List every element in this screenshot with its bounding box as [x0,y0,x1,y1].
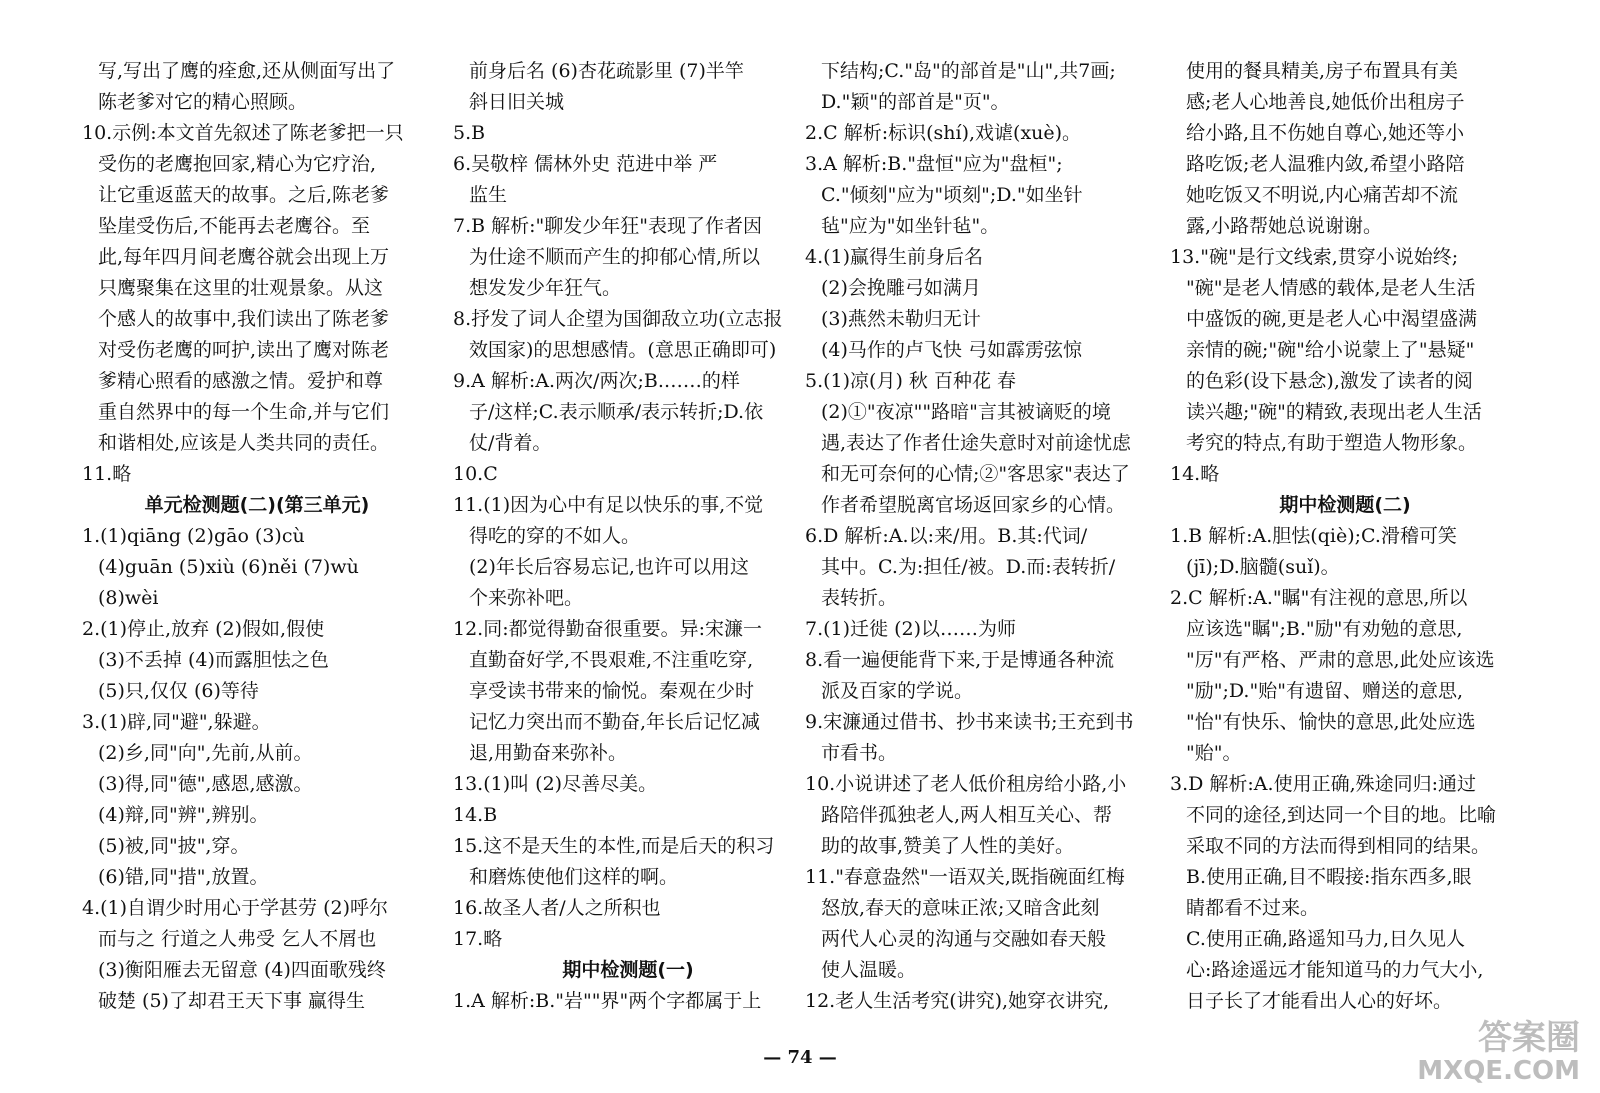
answer-line: 13."碗"是行文线索,贯穿小说始终; [1170,246,1459,268]
answer-line: 爹精心照看的感激之情。爱护和尊 [98,370,384,392]
answer-column-4 [1170,56,1520,1017]
answer-line: 中盛饭的碗,更是老人心中渴望盛满 [1186,308,1478,330]
answer-line: 7.(1)迁徙 (2)以……为师 [805,618,1016,640]
answer-line: 坠崖受伤后,不能再去老鹰谷。至 [98,215,371,237]
answer-line: 毡"应为"如坐针毡"。 [821,215,1000,237]
answer-line: 3.(1)辟,同"避",躲避。 [82,711,271,733]
answer-line: 11.略 [82,463,132,485]
answer-line: 12.老人生活考究(讲究),她穿衣讲究, [805,990,1110,1012]
answer-line: 13.(1)叫 (2)尽善尽美。 [453,773,658,795]
answer-line: 采取不同的方法而得到相同的结果。 [1186,835,1491,857]
answer-column-3 [805,56,1155,1017]
answer-line: 3.A 解析:B."盘恒"应为"盘桓"; [805,153,1063,175]
section-heading: 期中检测题(一) [562,959,694,981]
answer-line: 露,小路帮她总说谢谢。 [1186,215,1383,237]
answer-line: 11."春意盎然"一语双关,既指碗面红梅 [805,866,1125,888]
answer-line: 破楚 (5)了却君王天下事 赢得生 [98,990,365,1012]
answer-line: 遇,表达了作者仕途失意时对前途忧虑 [821,432,1132,454]
answer-line: 记忆力突出而不勤奋,年长后记忆减 [469,711,761,733]
answer-line: 11.(1)因为心中有足以快乐的事,不觉 [453,494,764,516]
answer-line: 怒放,春天的意味正浓;又暗含此刻 [821,897,1100,919]
answer-line: (2)①"夜凉""路暗"言其被谪贬的境 [821,401,1111,423]
answer-line: 2.(1)停止,放弃 (2)假如,假使 [82,618,325,640]
answer-column-1 [82,56,432,1017]
answer-line: 受伤的老鹰抱回家,精心为它疗治, [98,153,377,175]
answer-line: 和无可奈何的心情;②"客思家"表达了 [821,463,1130,485]
answer-line: 14.B [453,804,498,826]
answer-line: 助的故事,赞美了人性的美好。 [821,835,1075,857]
answer-line: 个感人的故事中,我们读出了陈老爹 [98,308,390,330]
answer-line: 2.C 解析:标识(shí),戏谑(xuè)。 [805,122,1082,144]
answer-line: 17.略 [453,928,503,950]
answer-line: 15.这不是天生的本性,而是后天的积习 [453,835,775,857]
answer-line: 使人温暖。 [821,959,917,981]
answer-line: 8.看一遍便能背下来,于是博通各种流 [805,649,1115,671]
answer-line: 亲情的碗;"碗"给小说蒙上了"悬疑" [1186,339,1475,361]
answer-line: B.使用正确,目不暇接:指东西多,眼 [1186,866,1472,888]
answer-line: 10.C [453,463,498,485]
answer-line: 得吃的穿的不如人。 [469,525,641,547]
answer-line: "励";D."贻"有遗留、赠送的意思, [1186,680,1463,702]
answer-line: (4)辩,同"辨",辨别。 [98,804,269,826]
answer-line: 对受伤老鹰的呵护,读出了鹰对陈老 [98,339,390,361]
answer-line: (3)得,同"德",感恩,感激。 [98,773,313,795]
answer-line: (3)燕然未勒归无计 [821,308,981,330]
answer-line: 和谐相处,应该是人类共同的责任。 [98,432,390,454]
answer-line: 享受读书带来的愉悦。秦观在少时 [469,680,755,702]
answer-line: D."颖"的部首是"页"。 [821,91,1010,113]
answer-line: (5)被,同"披",穿。 [98,835,250,857]
answer-line: 退,用勤奋来弥补。 [469,742,628,764]
watermark-url: MXQE.COM [1417,1056,1580,1086]
answer-line: 其中。C.为:担任/被。D.而:表转折/ [821,556,1116,578]
answer-line: 9.宋濂通过借书、抄书来读书;王充到书 [805,711,1134,733]
answer-line: 5.B [453,122,486,144]
answer-line: 16.故圣人者/人之所积也 [453,897,661,919]
answer-line: (3)不丢掉 (4)而露胆怯之色 [98,649,329,671]
answer-line: 1.A 解析:B."岩""界"两个字都属于上 [453,990,762,1012]
answer-line: 两代人心灵的沟通与交融如春天般 [821,928,1107,950]
answer-line: 7.B 解析:"聊发少年狂"表现了作者因 [453,215,763,237]
answer-line: 路吃饭;老人温雅内敛,希望小路陪 [1186,153,1465,175]
answer-line: 让它重返蓝天的故事。之后,陈老爹 [98,184,390,206]
answer-line: 6.D 解析:A.以:来/用。B.其:代词/ [805,525,1088,547]
answer-line: C."倾刻"应为"顷刻";D."如坐针 [821,184,1083,206]
answer-line: 和磨炼使他们这样的啊。 [469,866,679,888]
answer-line: "碗"是老人情感的载体,是老人生活 [1186,277,1476,299]
answer-line: 子/这样;C.表示顺承/表示转折;D.依 [469,401,764,423]
answer-line: 5.(1)凉(月) 秋 百种花 春 [805,370,1016,392]
answer-line: 个来弥补吧。 [469,587,584,609]
answer-line: (8)wèi [98,587,159,609]
answer-line: 陈老爹对它的精心照顾。 [98,91,308,113]
answer-line: 9.A 解析:A.两次/两次;B.……的样 [453,370,740,392]
answer-line: "厉"有严格、严肃的意思,此处应该选 [1186,649,1495,671]
answer-line: 下结构;C."岛"的部首是"山",共7画; [821,60,1116,82]
answer-line: 应该选"瞩";B."励"有劝勉的意思, [1186,618,1463,640]
answer-line: (6)错,同"措",放置。 [98,866,269,888]
answer-column-2 [453,56,803,1017]
answer-line: (2)会挽雕弓如满月 [821,277,981,299]
answer-line: 1.(1)qiāng (2)gāo (3)cù [82,525,305,547]
answer-line: 此,每年四月间老鹰谷就会出现上万 [98,246,390,268]
answer-line: 仗/背着。 [469,432,552,454]
section-heading: 期中检测题(二) [1279,494,1411,516]
answer-line: 读兴趣;"碗"的精致,表现出老人生活 [1186,401,1482,423]
answer-line: 4.(1)自谓少时用心于学甚劳 (2)呼尔 [82,897,388,919]
answer-line: 表转折。 [821,587,898,609]
answer-line: 她吃饭又不明说,内心痛苦却不流 [1186,184,1459,206]
answer-line: (5)只,仅仅 (6)等待 [98,680,259,702]
answer-line: 1.B 解析:A.胆怯(qiè);C.滑稽可笑 [1170,525,1457,547]
answer-line: (2)年长后容易忘记,也许可以用这 [469,556,749,578]
answer-line: (4)guān (5)xiù (6)něi (7)wù [98,556,359,578]
answer-line: (2)乡,同"向",先前,从前。 [98,742,313,764]
answer-line: "贻"。 [1186,742,1242,764]
answer-line: 14.略 [1170,463,1220,485]
answer-line: 重自然界中的每一个生命,并与它们 [98,401,390,423]
answer-line: 10.示例:本文首先叙述了陈老爹把一只 [82,122,404,144]
answer-line: 给小路,且不伤她自尊心,她还等小 [1186,122,1465,144]
answer-line: 市看书。 [821,742,898,764]
answer-line: (3)衡阳雁去无留意 (4)四面歌残终 [98,959,386,981]
section-heading: 单元检测题(二)(第三单元) [144,494,370,516]
answer-line: 监生 [469,184,508,206]
answer-line: 直勤奋好学,不畏艰难,不注重吃穿, [469,649,754,671]
answer-line: 为仕途不顺而产生的抑郁心情,所以 [469,246,761,268]
answer-line: C.使用正确,路遥知马力,日久见人 [1186,928,1465,950]
answer-line: "怡"有快乐、愉快的意思,此处应选 [1186,711,1476,733]
answer-line: 考究的特点,有助于塑造人物形象。 [1186,432,1478,454]
answer-line: 的色彩(设下悬念),激发了读者的阅 [1186,370,1473,392]
answer-line: 3.D 解析:A.使用正确,殊途同归:通过 [1170,773,1477,795]
answer-line: 想发发少年狂气。 [469,277,622,299]
answer-line: 12.同:都觉得勤奋很重要。异:宋濂一 [453,618,763,640]
watermark [1417,1019,1580,1085]
answer-line: 6.吴敬梓 儒林外史 范进中举 严 [453,153,718,175]
answer-line: 日子长了才能看出人心的好坏。 [1186,990,1453,1012]
answer-line: 只鹰聚集在这里的壮观景象。从这 [98,277,384,299]
answer-line: 派及百家的学说。 [821,680,974,702]
answer-line: 效国家)的思想感情。(意思正确即可) [469,339,777,361]
answer-line: 路陪伴孤独老人,两人相互关心、帮 [821,804,1113,826]
answer-line: 斜日旧关城 [469,91,565,113]
answer-line: 使用的餐具精美,房子布置具有美 [1186,60,1459,82]
answer-line: 10.小说讲述了老人低价租房给小路,小 [805,773,1127,795]
answer-line: 心:路途遥远才能知道马的力气大小, [1186,959,1484,981]
answer-line: 前身后名 (6)杏花疏影里 (7)半竿 [469,60,744,82]
answer-line: 而与之 行道之人弗受 乞人不屑也 [98,928,377,950]
watermark-logo: 答案圈 [1478,1018,1580,1058]
answer-line: 8.抒发了词人企望为国御敌立功(立志报 [453,308,783,330]
answer-line: 作者希望脱离官场返回家乡的心情。 [821,494,1126,516]
answer-line: 睛都看不过来。 [1186,897,1320,919]
answer-line: (4)马作的卢飞快 弓如霹雳弦惊 [821,339,1082,361]
answer-line: 不同的途径,到达同一个目的地。比喻 [1186,804,1497,826]
answer-line: 4.(1)赢得生前身后名 [805,246,984,268]
answer-line: (jī);D.脑髓(suǐ)。 [1186,556,1340,578]
answer-line: 2.C 解析:A."瞩"有注视的意思,所以 [1170,587,1468,609]
page-number: — 74 — [763,1047,837,1068]
answer-line: 写,写出了鹰的痊愈,还从侧面写出了 [98,60,396,82]
answer-line: 感;老人心地善良,她低价出租房子 [1186,91,1465,113]
